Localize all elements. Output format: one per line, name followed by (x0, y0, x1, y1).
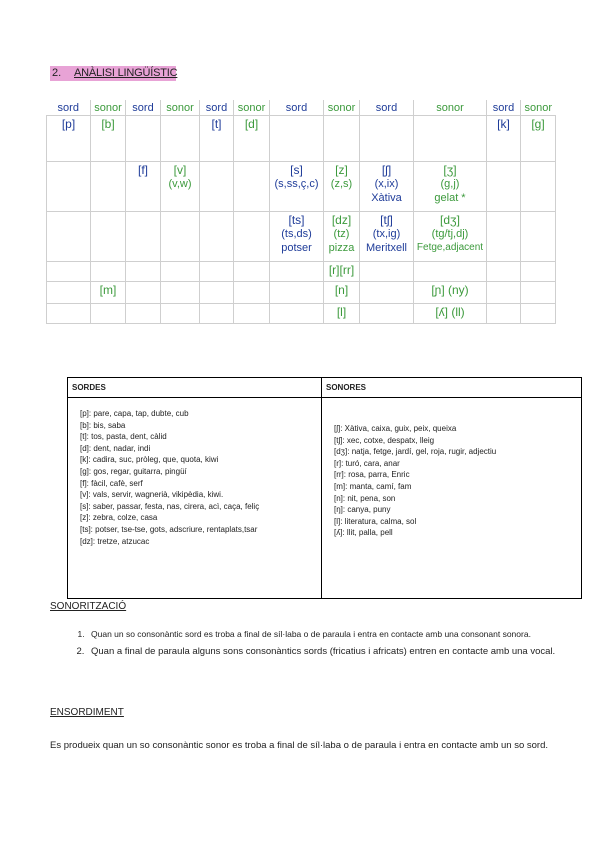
sound-label: [m]: (334, 481, 350, 491)
phoneme-symbol: [d] (244, 117, 259, 131)
phoneme-cell (126, 262, 161, 282)
phoneme-example: (tg/tj,dj) (431, 228, 469, 240)
phoneme-symbol: [tʃ] (380, 213, 393, 227)
sound-label: [dz]: (80, 536, 98, 546)
example-words: zebra, colze, casa (92, 513, 158, 523)
example-words: fàcil, cafè, serf (91, 478, 143, 488)
phoneme-symbol: [s] (290, 163, 303, 177)
sound-label: [n]: (334, 493, 348, 503)
phoneme-symbol: [m] (99, 283, 117, 297)
phoneme-cell (487, 282, 521, 304)
phoneme-cell (91, 304, 126, 324)
list-item (80, 443, 313, 455)
phoneme-example: (tx,ig) (372, 228, 401, 240)
column-header: sord (270, 100, 324, 116)
phoneme-cell (200, 262, 234, 282)
ensordiment-title: ENSORDIMENT (50, 707, 124, 718)
sound-label: [z]: (80, 513, 93, 523)
phoneme-cell (91, 212, 126, 262)
example-words: canya, puny (347, 505, 391, 515)
sonores-header: SONORES (322, 378, 582, 398)
example-words: bis, saba (93, 420, 126, 430)
phoneme-example: gelat * (434, 192, 466, 204)
phoneme-example: (v,w) (168, 178, 192, 190)
phoneme-cell (414, 116, 487, 162)
example-words: tretze, atzucac (97, 536, 150, 546)
phoneme-cell (521, 262, 556, 282)
column-header: sord (200, 100, 234, 116)
phoneme-cell (360, 212, 414, 262)
list-item: 1. Quan un so consonàntic sord es troba a final de síl·laba o de paraula i entra en contacte amb una consonant sonora. (87, 626, 587, 643)
column-header: sonor (161, 100, 200, 116)
phoneme-cell (521, 116, 556, 162)
list-item (80, 512, 313, 524)
phoneme-cell (91, 162, 126, 212)
phoneme-symbol: [ɲ] (ny) (431, 283, 469, 297)
sound-label: [r]: (334, 458, 346, 468)
sound-label: [s]: (80, 501, 93, 511)
example-words: gos, regar, guitarra, pingüí (93, 466, 187, 476)
list-item (80, 431, 313, 443)
example-words: natja, fetge, jardí, gel, roja, rugir, adjectiu (351, 447, 497, 457)
phoneme-cell (270, 162, 324, 212)
list-item (334, 435, 573, 447)
phoneme-cell (126, 116, 161, 162)
phoneme-cell (487, 162, 521, 212)
column-header: sonor (521, 100, 556, 116)
phoneme-cell (324, 162, 360, 212)
phoneme-cell (161, 212, 200, 262)
phoneme-example: (s,ss,ç,c) (274, 178, 319, 190)
phonetic-table (46, 100, 556, 324)
list-item (334, 504, 573, 516)
example-words: turó, cara, anar (345, 458, 400, 468)
example-words: cadira, suc, pròleg, que, quota, kiwi (92, 455, 219, 465)
phoneme-cell (487, 262, 521, 282)
sonoritzacio-list (50, 626, 587, 660)
phoneme-symbol: [ʒ] (443, 163, 457, 177)
sound-label: [tʃ]: (334, 435, 347, 445)
phoneme-example: pizza (328, 242, 355, 254)
phoneme-cell (414, 282, 487, 304)
sound-label: [dʒ]: (334, 447, 352, 457)
sordes-sonores-table (67, 377, 582, 599)
phoneme-cell (270, 304, 324, 324)
column-header: sonor (414, 100, 487, 116)
phoneme-cell (487, 116, 521, 162)
phoneme-cell (200, 212, 234, 262)
sound-label: [rr]: (334, 470, 349, 480)
phoneme-cell (161, 116, 200, 162)
list-item: 2. Quan a final de paraula alguns sons consonàntics sords (fricatius i africats) entren en contacte amb una vocal. (87, 643, 587, 660)
sound-label: [p]: (80, 409, 94, 418)
phoneme-cell (91, 262, 126, 282)
phoneme-example: (ts,ds) (281, 228, 312, 240)
phoneme-cell (200, 304, 234, 324)
phoneme-cell (126, 212, 161, 262)
phoneme-example: potser (281, 242, 312, 254)
phoneme-cell (161, 282, 200, 304)
sound-label: [l]: (334, 516, 345, 526)
phoneme-cell (360, 162, 414, 212)
example-words: potser, tse-tse, gots, adscriure, rentaplats,tsar (95, 524, 258, 534)
list-item (334, 481, 573, 493)
list-item (80, 478, 313, 490)
phoneme-cell (47, 282, 91, 304)
sordes-header: SORDES (68, 378, 322, 398)
sound-label: [ʎ]: (334, 528, 347, 538)
sonoritzacio-title: SONORITZACIÓ (50, 601, 127, 612)
sound-label: [ʃ]: (334, 424, 345, 433)
phoneme-cell (360, 262, 414, 282)
phoneme-cell (126, 304, 161, 324)
phoneme-cell (360, 116, 414, 162)
example-words: tos, pasta, dent, càlid (91, 432, 167, 442)
column-header: sord (126, 100, 161, 116)
phoneme-cell (360, 282, 414, 304)
sordes-list (68, 398, 322, 599)
phoneme-cell (324, 304, 360, 324)
column-header: sonor (91, 100, 126, 116)
column-header: sonor (234, 100, 270, 116)
phoneme-cell (234, 116, 270, 162)
phoneme-cell (47, 304, 91, 324)
phoneme-symbol: [ʃ] (381, 163, 392, 177)
column-header: sonor (324, 100, 360, 116)
phoneme-symbol: [n] (334, 283, 349, 297)
example-words: xec, cotxe, despatx, lleig (346, 435, 435, 445)
ensordiment-text: Es produeix quan un so consonàntic sonor es troba a final de síl·laba o de paraula i entra en contacte amb un so sord. (50, 740, 549, 751)
phoneme-symbol: [k] (497, 117, 510, 131)
example-words: pare, capa, tap, dubte, cub (93, 409, 189, 418)
list-item (80, 536, 313, 548)
sound-label: [g]: (80, 466, 94, 476)
section-title: ANÀLISI LINGÜÍSTIC (74, 67, 178, 79)
phoneme-cell (414, 262, 487, 282)
example-words: literatura, calma, sol (344, 516, 417, 526)
phoneme-symbol: [dʒ] (440, 213, 460, 227)
sound-label: [ŋ]: (334, 505, 348, 515)
phoneme-symbol: [l] (336, 305, 347, 319)
phoneme-cell (234, 282, 270, 304)
list-item (334, 516, 573, 528)
phoneme-cell (487, 212, 521, 262)
phoneme-cell (126, 162, 161, 212)
phoneme-cell (414, 162, 487, 212)
list-item (334, 469, 573, 481)
phoneme-example: Xàtiva (371, 192, 402, 204)
phoneme-symbol: [t] (211, 117, 222, 131)
list-item (80, 454, 313, 466)
phoneme-cell (161, 262, 200, 282)
column-header: sord (360, 100, 414, 116)
phoneme-cell (47, 162, 91, 212)
phoneme-symbol: [dz] (331, 213, 352, 227)
phoneme-example: Meritxell (366, 242, 407, 254)
phoneme-cell (161, 162, 200, 212)
phoneme-cell (200, 282, 234, 304)
column-header: sord (57, 102, 79, 114)
phoneme-cell (234, 162, 270, 212)
phoneme-symbol: [b] (101, 117, 115, 131)
list-item (334, 527, 573, 539)
phoneme-cell (324, 212, 360, 262)
phoneme-example: (tz) (333, 228, 350, 240)
phoneme-cell (324, 282, 360, 304)
list-item (80, 489, 313, 501)
phoneme-cell (234, 262, 270, 282)
sound-label: [v]: (80, 490, 93, 500)
phoneme-symbol: [f] (137, 163, 148, 177)
phoneme-symbol: [p] (61, 117, 76, 131)
example-words: vals, servir, wagnerià, vikipèdia, kiwi. (92, 490, 224, 500)
sound-label: [k]: (80, 455, 93, 465)
phoneme-cell (414, 212, 487, 262)
phoneme-symbol: [z] (335, 163, 348, 177)
phoneme-cell (360, 304, 414, 324)
list-item (80, 524, 313, 536)
phoneme-cell (234, 304, 270, 324)
phoneme-cell (234, 212, 270, 262)
phoneme-cell (91, 282, 126, 304)
phoneme-symbol: [g] (531, 117, 545, 131)
list-item (80, 466, 313, 478)
phoneme-symbol: [ʎ] (ll) (435, 305, 465, 319)
phoneme-cell (521, 282, 556, 304)
list-item (80, 408, 313, 420)
column-header: sord (487, 100, 521, 116)
phoneme-example: (x,ix) (374, 178, 399, 190)
sound-label: [ts]: (80, 524, 96, 534)
example-words: saber, passar, festa, nas, cirera, acì, caça, feliç (92, 501, 260, 511)
phoneme-example: Fetge,adjacent (416, 242, 484, 253)
sound-label: [t]: (80, 432, 92, 442)
phoneme-symbol: [ts] (288, 213, 305, 227)
list-item (80, 501, 313, 513)
phoneme-cell (47, 116, 91, 162)
sound-label: [b]: (80, 420, 94, 430)
phoneme-example: (z,s) (330, 178, 353, 190)
example-words: rosa, parra, Enric (348, 470, 410, 480)
phoneme-cell (324, 262, 360, 282)
list-item (334, 458, 573, 470)
phoneme-cell (47, 262, 91, 282)
phoneme-cell (487, 304, 521, 324)
list-item (334, 446, 573, 458)
phoneme-cell (414, 304, 487, 324)
example-words: manta, camí, fam (349, 481, 412, 491)
list-item (80, 420, 313, 432)
phoneme-cell (270, 282, 324, 304)
example-words: Xàtiva, caixa, guix, peix, queixa (344, 424, 457, 433)
list-item (334, 493, 573, 505)
phoneme-cell (324, 116, 360, 162)
phoneme-cell (270, 116, 324, 162)
phoneme-cell (521, 162, 556, 212)
phoneme-cell (126, 282, 161, 304)
example-words: nit, pena, son (347, 493, 396, 503)
section-number: 2. (52, 67, 62, 79)
phoneme-cell (200, 162, 234, 212)
phoneme-cell (270, 262, 324, 282)
phoneme-symbol: [r][rr] (328, 263, 355, 277)
phoneme-example: (g,j) (440, 178, 460, 190)
phoneme-cell (161, 304, 200, 324)
phoneme-cell (200, 116, 234, 162)
phoneme-symbol: [v] (173, 163, 187, 177)
list-item (334, 423, 573, 435)
phoneme-cell (521, 212, 556, 262)
phoneme-cell (270, 212, 324, 262)
phoneme-cell (47, 212, 91, 262)
sonores-list (322, 398, 582, 599)
sound-label: [f]: (80, 478, 92, 488)
example-words: llit, palla, pell (346, 528, 393, 538)
phoneme-cell (91, 116, 126, 162)
sound-label: [d]: (80, 443, 94, 453)
example-words: dent, nadar, indi (93, 443, 151, 453)
phoneme-cell (521, 304, 556, 324)
